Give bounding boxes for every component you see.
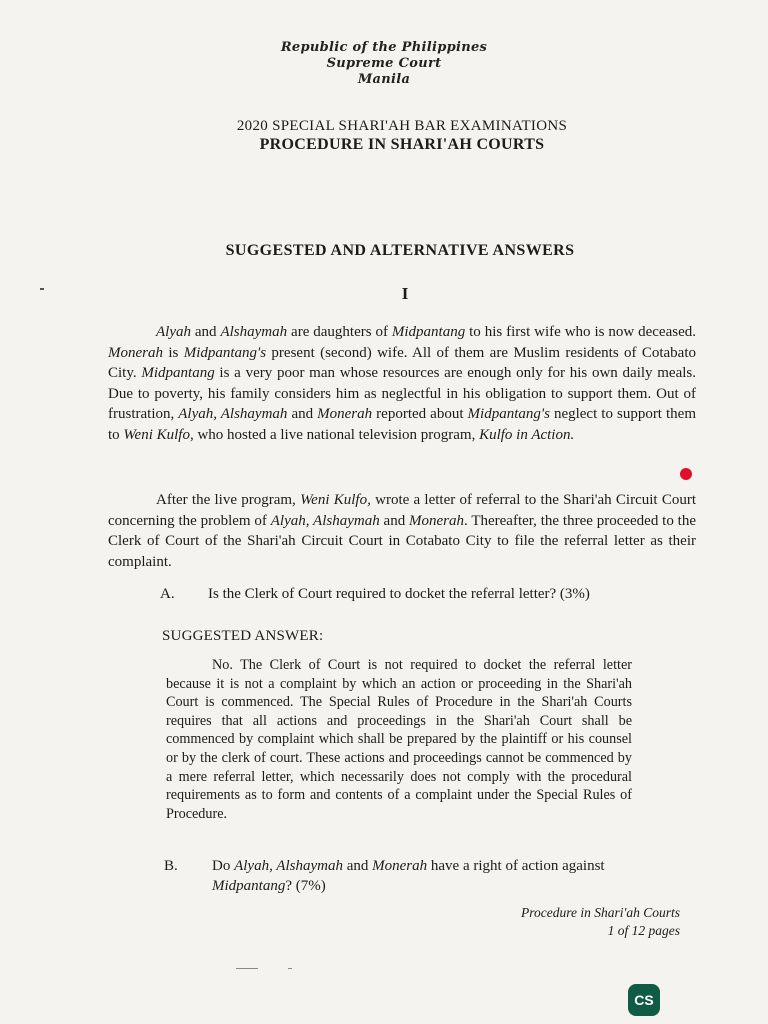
header-manila: Manila [357,72,411,87]
question-number: I [401,284,409,303]
page-footer [400,904,680,940]
footer-subject: Procedure in Shari'ah Courts [520,905,680,920]
sub-question-a [160,584,700,604]
red-ink-mark [680,468,692,480]
sub-question-b: B. Do Alyah, Alshaymah and Monerah have a right of action against Midpantang? (7%) [164,858,605,894]
question-paragraph-2: After the live program, Weni Kulfo, wrote a letter of referral to the Shari'ah Circuit Court concerning the problem of Alyah, Alshaymah and Monerah. Thereafter, the three proceeded to the Clerk of Court of the Shari'ah Circuit Court in Cotabato City to file the referral letter as their complaint. [108,492,696,570]
footer-page-count: 1 of 12 pages [607,923,680,938]
exam-subject: PROCEDURE IN SHARI'AH COURTS [259,136,545,153]
scan-speck [236,968,258,969]
question-paragraph-1: Alyah and Alshaymah are daughters of Midpantang to his first wife who is now deceased. Monerah is Midpantang's present (second) wife. All of them are Muslim residents of Cotabato City. Midpantang is a very poor man whose resources are enough only for his own daily meals. Due to poverty, his family considers him as neglectful in his obligation to support them. Out of frustration, Alyah, Alshaymah and Monerah reported about Midpantang's neglect to support them to Weni Kulfo, who hosted a live national television program, Kulfo in Action. [108,324,696,443]
sub-question-b-label: B. [164,858,178,874]
sub-question-a-label: A. [160,586,175,602]
section-title: SUGGESTED AND ALTERNATIVE ANSWERS [225,242,575,259]
camscanner-badge-icon: CS [628,984,660,1016]
header-supreme-court: Supreme Court [326,56,442,71]
suggested-answer-label: SUGGESTED ANSWER: [162,628,324,644]
header-republic: Republic of the Philippines [280,40,488,55]
scan-speck [40,288,44,290]
exam-title: 2020 SPECIAL SHARI'AH BAR EXAMINATIONS [236,118,568,134]
scan-speck [288,968,292,969]
answer-a-text: No. The Clerk of Court is not required to docket the referral letter because it is not a complaint by which an action or proceeding in the Shari'ah Court is commenced. The Special Rules of Procedure in the Shari'ah Courts requires that all actions and proceedings in the Shari'ah Court shall be commenced by complaint which shall be prepared by the plaintiff or his counsel or by the clerk of court. These actions and proceedings cannot be commenced by a mere referral letter, which necessarily does not comply with the procedural requirements as to form and contents of a complaint under the Special Rules of Procedure. [166,657,632,822]
sub-question-a-text: Is the Clerk of Court required to docket the referral letter? (3%) [208,586,590,602]
